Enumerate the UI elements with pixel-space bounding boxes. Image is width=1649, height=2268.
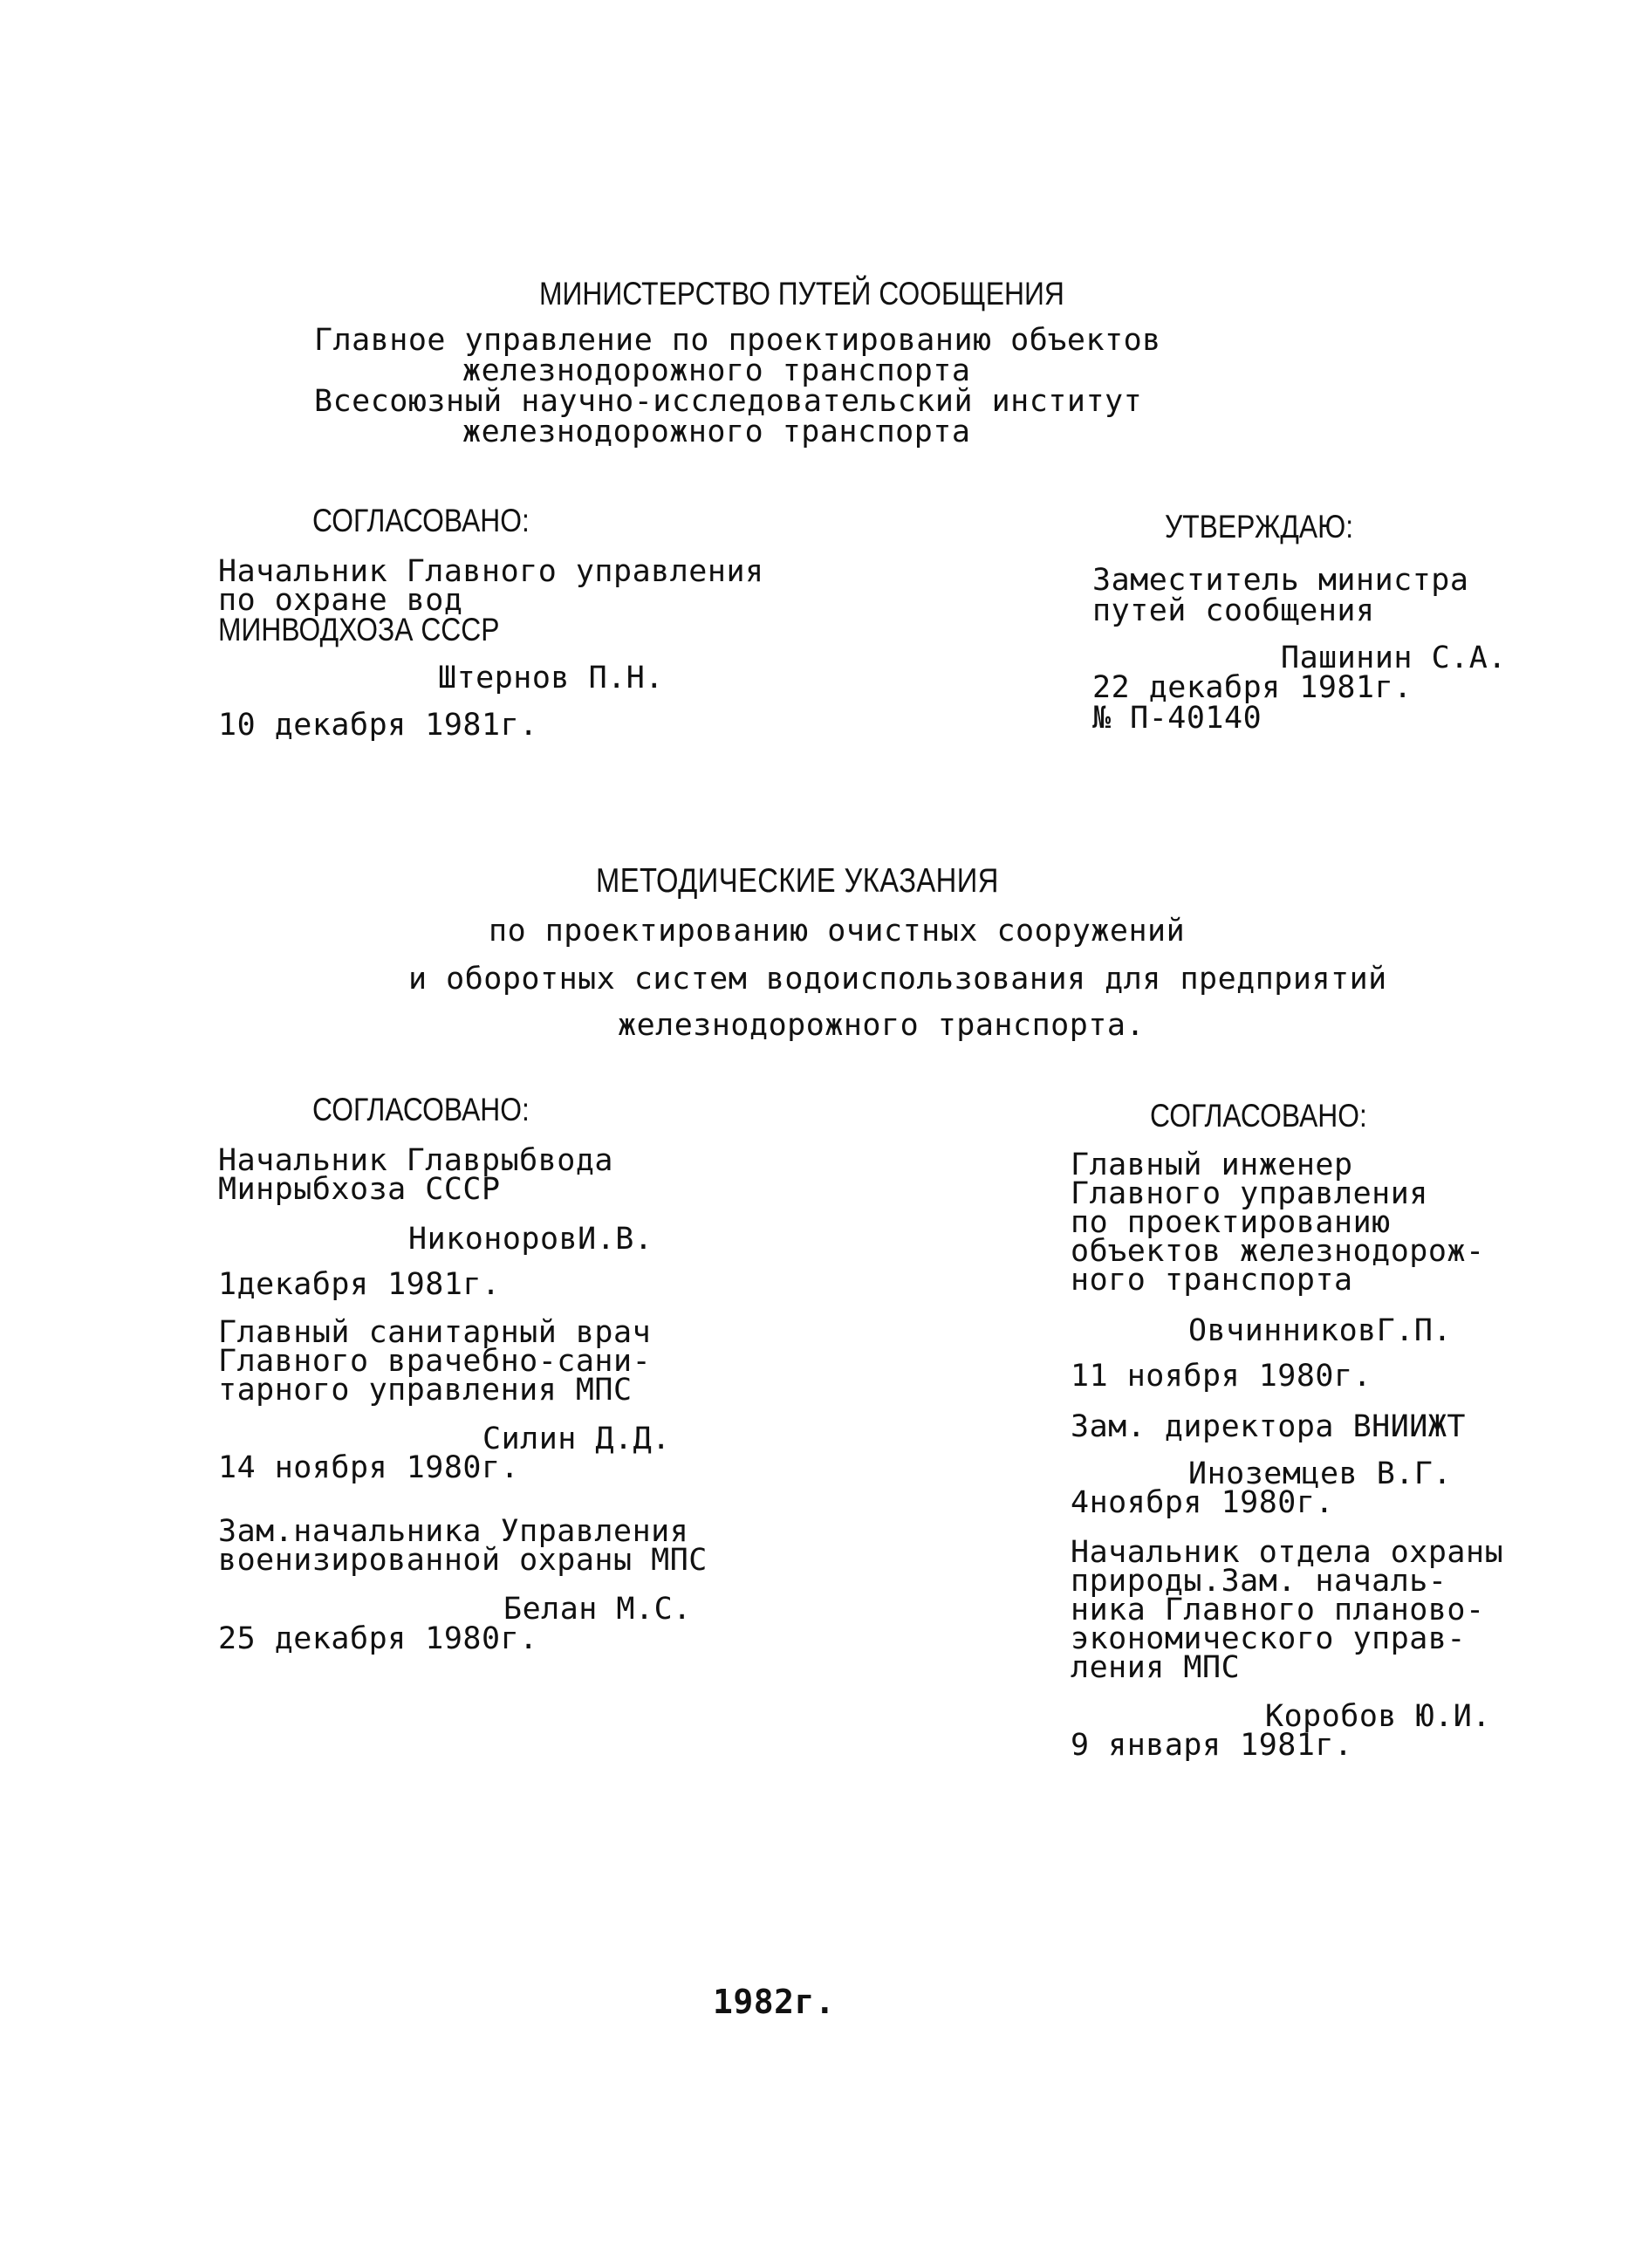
agreed-left-1-name: НиконоровИ.В.	[408, 1222, 653, 1257]
approval-right-line2: путей сообщения	[1092, 593, 1375, 628]
agreed-left-2-line1: Главный санитарный врач	[218, 1315, 652, 1350]
agreed-right-1-line3: по проектированию	[1071, 1205, 1391, 1240]
approval-left-line3: МИНВОДХОЗА СССР	[218, 612, 500, 648]
document-subtitle-line2: и оборотных систем водоиспользования для предприятий	[408, 962, 1387, 997]
approval-left-date: 10 декабря 1981г.	[218, 708, 538, 743]
org2-line1: Всесоюзный научно-исследовательский институт	[314, 384, 1143, 419]
document-subtitle-line1: по проектированию очистных сооружений	[489, 914, 1186, 949]
ministry-title: МИНИСТЕРСТВО ПУТЕЙ СООБЩЕНИЯ	[539, 276, 1064, 312]
agreed-right-1-line2: Главного управления	[1071, 1176, 1428, 1211]
agreed-left-heading: СОГЛАСОВАНО:	[312, 1092, 530, 1127]
agreed-right-3-line5: ления МПС	[1071, 1650, 1241, 1685]
agreed-right-1-name: ОвчинниковГ.П.	[1188, 1313, 1453, 1348]
approval-right-date: 22 декабря 1981г.	[1092, 670, 1413, 705]
agreed-right-heading: СОГЛАСОВАНО:	[1150, 1098, 1367, 1134]
approval-left-line2: по охране вод	[218, 583, 463, 618]
agreed-right-2-date: 4ноября 1980г.	[1071, 1485, 1335, 1520]
agreed-right-2-line1: Зам. директора ВНИИЖТ	[1071, 1409, 1467, 1444]
agreed-left-3-name: Белан М.С.	[503, 1592, 692, 1627]
approval-right-name: Пашинин С.А.	[1281, 641, 1507, 675]
approval-right-line1: Заместитель министра	[1092, 563, 1469, 598]
agreed-right-2-name: Иноземцев В.Г.	[1188, 1456, 1453, 1491]
org2-line2: железнодорожного транспорта	[462, 415, 971, 449]
agreed-left-1-line1: Начальник Главрыбвода	[218, 1143, 614, 1178]
approval-left-heading: СОГЛАСОВАНО:	[312, 503, 530, 538]
org1-line2: железнодорожного транспорта	[462, 353, 971, 388]
approval-right-heading: УТВЕРЖДАЮ:	[1165, 509, 1354, 545]
agreed-left-2-date: 14 ноября 1980г.	[218, 1450, 520, 1485]
agreed-right-3-line3: ника Главного планово-	[1071, 1593, 1485, 1627]
agreed-left-2-line2: Главного врачебно-сани-	[218, 1344, 652, 1379]
document-subtitle-line3: железнодорожного транспорта.	[618, 1008, 1146, 1043]
agreed-right-3-line1: Начальник отдела охраны	[1071, 1535, 1504, 1570]
agreed-right-1-line1: Главный инженер	[1071, 1148, 1353, 1182]
agreed-right-1-line4: объектов железнодорож-	[1071, 1234, 1485, 1269]
publication-year: 1982г.	[713, 1983, 836, 2021]
agreed-left-2-name: Силин Д.Д.	[482, 1422, 671, 1456]
agreed-left-3-line2: военизированной охраны МПС	[218, 1543, 708, 1578]
org1-line1: Главное управление по проектированию объектов	[314, 323, 1161, 358]
agreed-right-3-name: Коробов Ю.И.	[1265, 1699, 1491, 1734]
agreed-right-3-line2: природы.Зам. началь-	[1071, 1564, 1447, 1599]
approval-right-number: № П-40140	[1092, 701, 1262, 736]
document-title: МЕТОДИЧЕСКИЕ УКАЗАНИЯ	[596, 862, 999, 900]
agreed-right-1-date: 11 ноября 1980г.	[1071, 1359, 1372, 1394]
agreed-right-3-line4: экономического управ-	[1071, 1621, 1467, 1656]
approval-left-name: Штернов П.Н.	[438, 661, 664, 695]
agreed-left-1-date: 1декабря 1981г.	[218, 1267, 501, 1302]
agreed-left-1-line2: Минрыбхоза СССР	[218, 1172, 501, 1207]
agreed-right-1-line5: ного транспорта	[1071, 1263, 1353, 1298]
agreed-left-3-date: 25 декабря 1980г.	[218, 1621, 538, 1656]
agreed-left-3-line1: Зам.начальника Управления	[218, 1514, 689, 1549]
agreed-left-2-line3: тарного управления МПС	[218, 1373, 633, 1408]
approval-left-line1: Начальник Главного управления	[218, 554, 764, 589]
agreed-right-3-date: 9 января 1981г.	[1071, 1728, 1353, 1763]
